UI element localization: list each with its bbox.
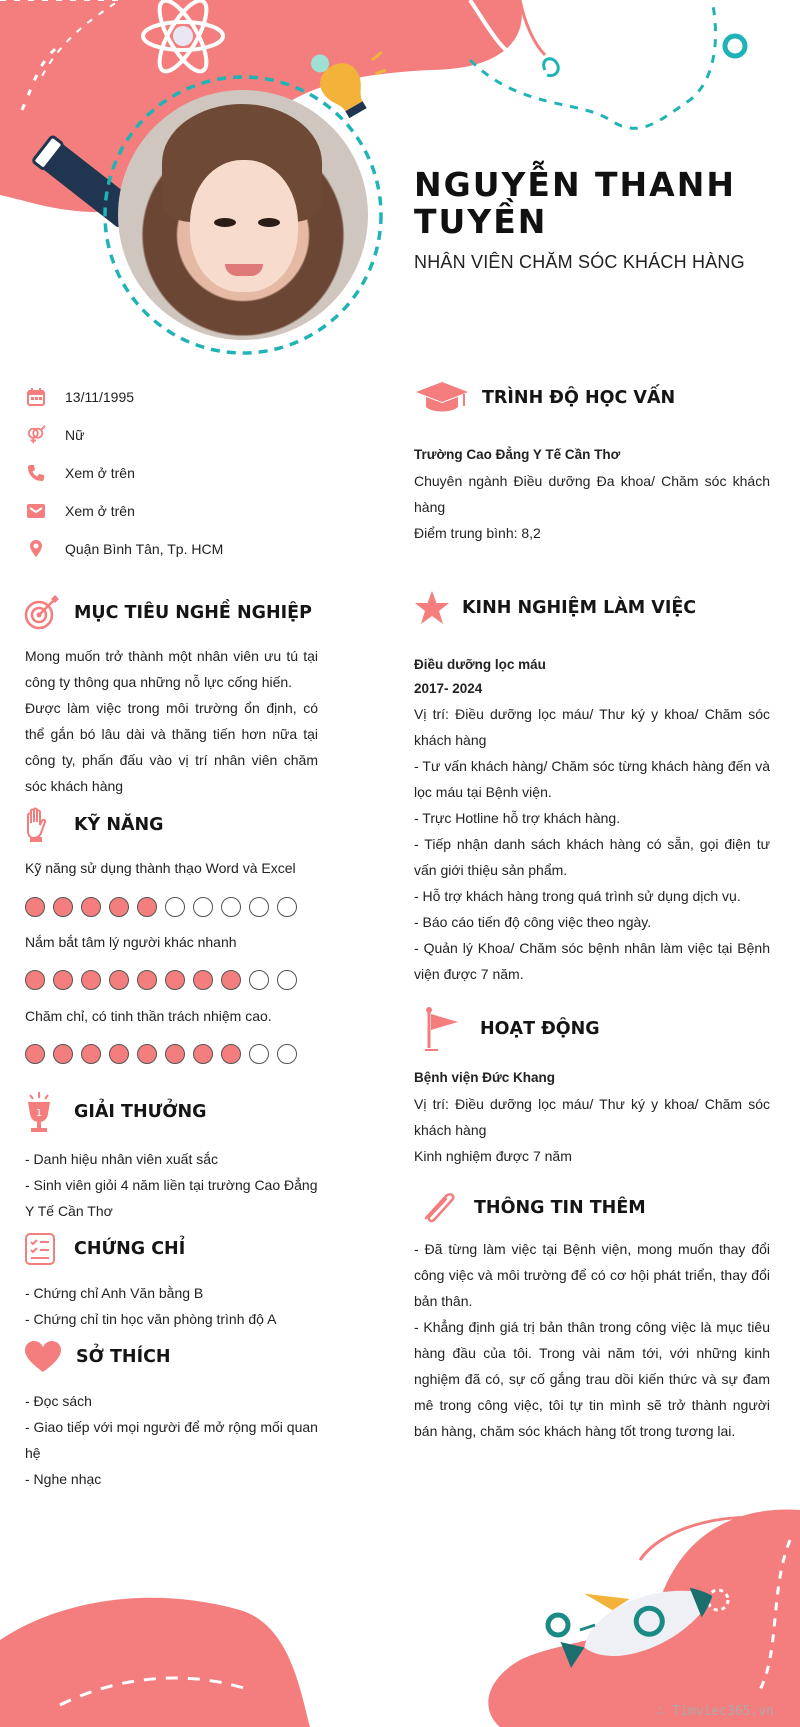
calendar-icon <box>26 387 46 407</box>
skill-label: Chăm chỉ, có tinh thần trách nhiệm cao. <box>25 1008 272 1024</box>
skill-dot-empty <box>249 897 269 917</box>
objective-title: MỤC TIÊU NGHỀ NGHIỆP <box>74 603 312 623</box>
certificates-title: CHỨNG CHỈ <box>74 1239 186 1259</box>
skill-dot-filled <box>109 897 129 917</box>
skill-dot-filled <box>137 970 157 990</box>
candidate-name: NGUYỄN THANH TUYỀN <box>414 165 736 241</box>
profile-photo <box>118 90 368 340</box>
skill-rating <box>25 970 297 990</box>
skill-dot-empty <box>249 970 269 990</box>
skill-dot-empty <box>277 970 297 990</box>
hobbies-title: SỞ THÍCH <box>76 1347 171 1367</box>
email-text[interactable]: Xem ở trên <box>65 503 135 519</box>
awards-title: GIẢI THƯỞNG <box>74 1102 207 1122</box>
skill-label: Kỹ năng sử dụng thành thạo Word và Excel <box>25 860 296 876</box>
skill-dot-filled <box>53 1044 73 1064</box>
additional-text: - Đã từng làm việc tại Bệnh viện, mong muốn thay đổi công việc và môi trường để có cơ hội phát triển, thay đổi bản thân. - Khẳng định giá trị bản thân trong công việc là mục tiêu hàng đầu của tôi. Trong vài năm tới, với những kinh nghiệm đã có, sự cố gắng trau dồi kiến thức và sự đam mê trong công việc, tôi tự tin mình sẽ trở thành người bán hàng, chăm sóc khách hàng tốt trong tương lai. <box>414 1241 770 1439</box>
education-text <box>414 442 770 546</box>
section-header-objective <box>22 594 312 632</box>
skill-dot-filled <box>221 970 241 990</box>
address-text: Quận Bình Tân, Tp. HCM <box>65 541 224 557</box>
objective-text: Mong muốn trở thành một nhân viên ưu tú tại công ty thông qua những nỗ lực cống hiến. Được làm việc trong môi trường ổn định, có thể gắn bó lâu dài và thăng tiến hơn nữa tại công ty, phấn đấu vào vị trí nhân viên chăm sóc khách hàng <box>25 648 318 794</box>
skill-dot-filled <box>109 1044 129 1064</box>
section-header-skills <box>22 807 164 843</box>
phone-icon <box>26 463 46 483</box>
education-gpa: Điểm trung bình: 8,2 <box>414 525 541 541</box>
skill-rating <box>25 897 297 917</box>
skill-dot-filled <box>165 1044 185 1064</box>
skill-dot-filled <box>25 1044 45 1064</box>
awards-text: - Danh hiệu nhân viên xuất sắc - Sinh viên giỏi 4 năm liền tại trường Cao Đẳng Y Tế Cần Thơ <box>25 1151 318 1219</box>
location-icon <box>26 539 46 559</box>
phone-text[interactable]: Xem ở trên <box>65 465 135 481</box>
flag-icon <box>424 1006 460 1052</box>
job-title: NHÂN VIÊN CHĂM SÓC KHÁCH HÀNG <box>414 252 745 272</box>
experience-text: Điều dưỡng lọc máu 2017- 2024 Vị trí: Điều dưỡng lọc máu/ Thư ký y khoa/ Chăm sóc khách hàng - Tư vấn khách hàng/ Chăm sóc từng khách hàng đến và lọc máu tại Bệnh viện. - Trực Hotline hỗ trợ khách hàng. - Tiếp nhận danh sách khách hàng có sẵn, gọi điện tư vấn giới thiệu sản phẩm. - Hỗ trợ khách hàng trong quá trình sử dụng dịch vụ. - Báo cáo tiến độ công việc theo ngày. - Quản lý Khoa/ Chăm sóc bệnh nhân làm việc tại Bệnh viện được 7 năm. <box>414 653 770 987</box>
heart-icon <box>24 1340 62 1374</box>
skill-rating <box>25 1044 297 1064</box>
birthdate-text: 13/11/1995 <box>65 389 135 405</box>
education-title: TRÌNH ĐỘ HỌC VẤN <box>482 388 676 408</box>
section-header-awards <box>22 1090 207 1134</box>
hobbies-text: - Đọc sách - Giao tiếp với mọi người để mở rộng mối quan hệ - Nghe nhạc <box>25 1393 318 1487</box>
skill-dot-empty <box>277 1044 297 1064</box>
additional-title: THÔNG TIN THÊM <box>474 1198 646 1218</box>
school-name: Trường Cao Đẳng Y Tế Cần Thơ <box>414 447 621 462</box>
skill-dot-filled <box>137 1044 157 1064</box>
skill-dot-empty <box>249 1044 269 1064</box>
experience-title: KINH NGHIỆM LÀM VIỆC <box>462 598 697 618</box>
skill-dot-filled <box>165 970 185 990</box>
hand-icon <box>22 807 52 843</box>
skill-dot-filled <box>25 897 45 917</box>
contact-item <box>26 458 135 488</box>
skill-dot-filled <box>81 970 101 990</box>
section-header-certificates <box>24 1232 185 1266</box>
skill-dot-filled <box>81 1044 101 1064</box>
section-header-hobbies <box>24 1340 171 1374</box>
target-icon <box>22 594 60 632</box>
activities-org: Bệnh viện Đức Khang <box>414 1070 556 1085</box>
skill-dot-empty <box>221 897 241 917</box>
svg-text:1: 1 <box>35 1108 43 1119</box>
skill-dot-filled <box>81 897 101 917</box>
gender-text: Nữ <box>65 427 85 443</box>
contact-item <box>26 496 135 526</box>
skill-dot-filled <box>25 970 45 990</box>
section-header-experience <box>414 590 696 626</box>
skill-dot-filled <box>221 1044 241 1064</box>
activities-text: Bệnh viện Đức Khang Vị trí: Điều dưỡng lọc máu/ Thư ký y khoa/ Chăm sóc khách hàng Kinh nghiệm được 7 năm <box>414 1065 770 1169</box>
trophy-icon <box>22 1090 56 1134</box>
skill-dot-empty <box>277 897 297 917</box>
watermark: ∴ Timviec365.vn <box>656 1704 774 1719</box>
activities-title: HOẠT ĐỘNG <box>480 1019 600 1039</box>
certificates-text: - Chứng chỉ Anh Văn bằng B - Chứng chỉ tin học văn phòng trình độ A <box>25 1285 277 1327</box>
section-header-education <box>414 380 675 416</box>
checklist-icon <box>24 1232 56 1266</box>
email-icon <box>26 501 46 521</box>
skill-dot-empty <box>165 897 185 917</box>
contact-item <box>26 420 85 450</box>
graduation-cap-icon <box>414 380 470 416</box>
experience-role: Điều dưỡng lọc máu <box>414 657 546 672</box>
skill-dot-filled <box>53 897 73 917</box>
section-header-activities <box>424 1006 600 1052</box>
skill-label: Nắm bắt tâm lý người khác nhanh <box>25 934 237 950</box>
skill-dot-filled <box>137 897 157 917</box>
contact-item <box>26 382 135 412</box>
star-icon <box>414 590 450 626</box>
skills-title: KỸ NĂNG <box>74 815 164 835</box>
skill-dot-filled <box>109 970 129 990</box>
education-major: Chuyên ngành Điều dưỡng Đa khoa/ Chăm sóc khách hàng <box>414 473 770 515</box>
skill-dot-filled <box>193 1044 213 1064</box>
experience-period: 2017- 2024 <box>414 681 483 696</box>
gender-icon <box>26 425 46 445</box>
paperclip-icon <box>418 1188 460 1228</box>
skill-dot-filled <box>53 970 73 990</box>
skill-dot-empty <box>193 897 213 917</box>
section-header-additional <box>418 1188 646 1228</box>
contact-item <box>26 534 224 564</box>
skill-dot-filled <box>193 970 213 990</box>
